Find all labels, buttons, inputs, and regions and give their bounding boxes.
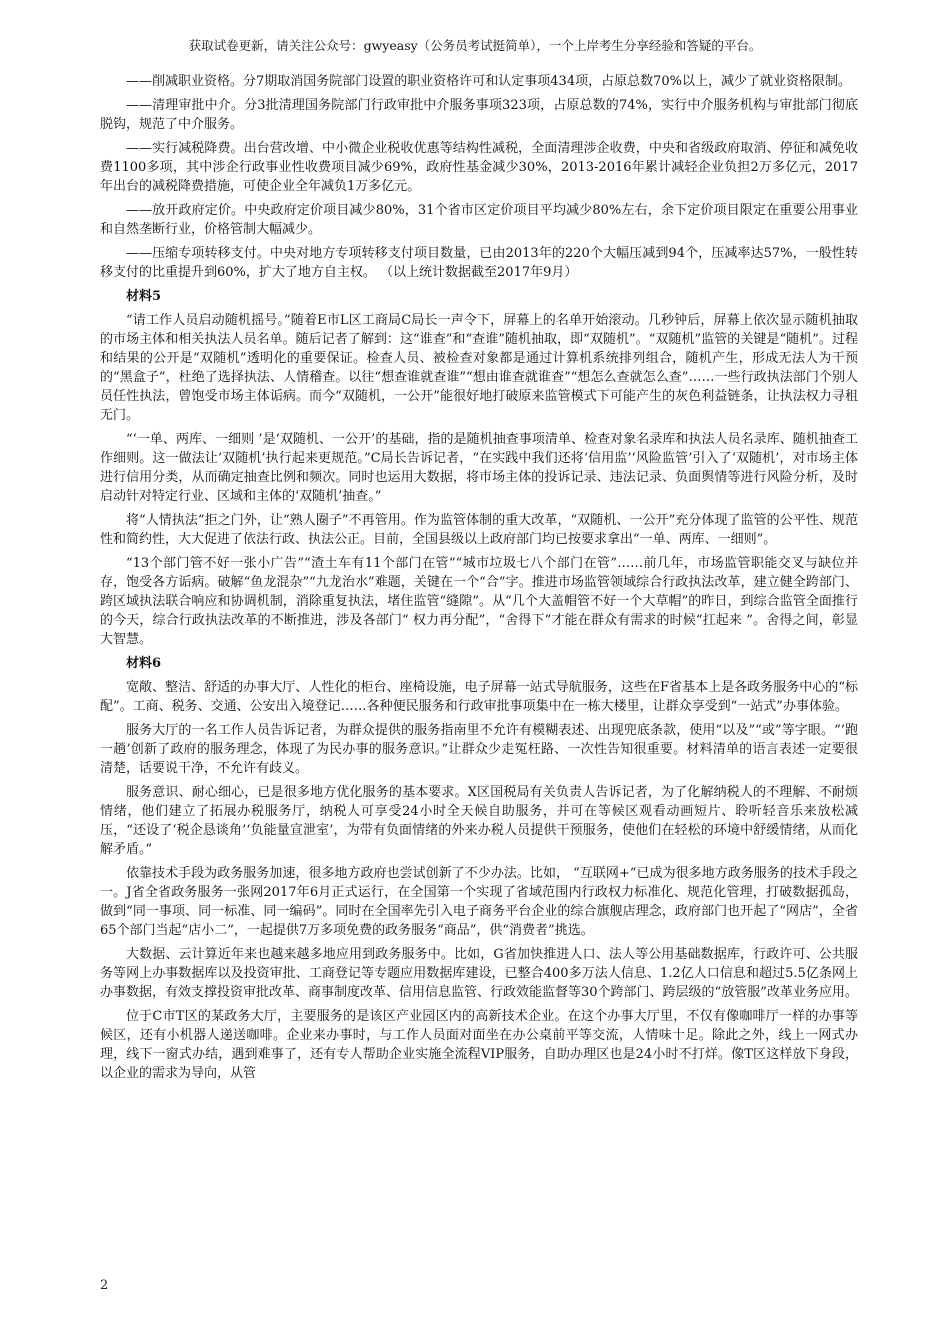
- paragraph: 服务大厅的一名工作人员告诉记者，为群众提供的服务指南里不允许有模糊表述、出现兜底条款，使用“以及”“或”等字眼。“‘跑一趟’创新了政府的服务理念，体现了为民办事的服务意识。”让群众少走冤枉路、一次性告知很重要。材料清单的语言表述一定要很清楚，话要说干净，不允许有歧义。: [100, 723, 858, 776]
- page-number: 2: [100, 1278, 109, 1293]
- paragraph: 大数据、云计算近年来也越来越多地应用到政务服务中。比如，G省加快推进人口、法人等公用基础数据库，行政许可、公共服务等网上办事数据库以及投资审批、工商登记等专题应用数据库建设，已整合400多万法人信息、1.2亿人口信息和超过5.5亿条网上办事数据，有效支撑投资审批改革、商事制度改革、信用信息监管、行政效能监督等30个跨部门、跨层级的“放管服”改革业务应用。: [100, 947, 858, 1000]
- paragraph: 将“人情执法”拒之门外，让“熟人圈子”不再管用。作为监管体制的重大改革，“双随机、一公开”充分体现了监管的公平性、规范性和简约性，大大促进了依法行政、执法公正。目前，全国县级以上政府部门均已按要求拿出“一单、两库、一细则”。: [100, 513, 858, 547]
- paragraph: 依靠技术手段为政务服务加速，很多地方政府也尝试创新了不少办法。比如， “互联网+”已成为很多地方政务服务的技术手段之一。J省全省政务服务一张网2017年6月正式运行，在全国第一个实现了省域范围内行政权力标准化、规范化管理，打破数据孤岛，做到“同一事项、同一标准、同一编码”。同时在全国率先引入电子商务平台企业的综合旗舰店理念，政府部门也开起了“网店”，全省65个部门当起“店小二”，一起提供7万多项免费的政务服务“商品”，供“消费者”挑选。: [100, 866, 858, 938]
- section-heading: 材料5: [126, 289, 162, 304]
- paragraph: 宽敞、整洁、舒适的办事大厅、人性化的柜台、座椅设施，电子屏幕一站式导航服务，这些在F省基本上是各政务服务中心的“标配”。工商、税务、交通、公安出入境登记……各种便民服务和行政审批事项集中在一栋大楼里，让群众享受到“一站式”办事体验。: [100, 680, 858, 714]
- section-heading: 材料6: [126, 656, 162, 671]
- material-5-section: [100, 287, 858, 649]
- page-content: [100, 72, 858, 1088]
- paragraph: ——削减职业资格。分7期取消国务院部门设置的职业资格许可和认定事项434项，占原总数70%以上，减少了就业资格限制。: [126, 74, 851, 89]
- material-6-section: [100, 654, 858, 1083]
- paragraph: ——清理审批中介。分3批清理国务院部门行政审批中介服务事项323项，占原总数的74%，实行中介服务机构与审批部门彻底脱钩，规范了中介服务。: [100, 98, 858, 132]
- paragraph: “‘一单、两库、一细则 ’是‘双随机、一公开’的基础，指的是随机抽查事项清单、检查对象名录库和执法人员名录库、随机抽查工作细则。这一做法让‘双随机’执行起来更规范。”C局长告诉记者，“在实践中我们还将‘信用监’‘风险监管’引入了‘双随机’，对市场主体进行信用分类，从而确定抽查比例和频次。同时也运用大数据，将市场主体的投诉记录、违法记录、负面舆情等进行风险分析，及时启动针对特定行业、区域和主体的‘双随机’抽查。”: [100, 432, 858, 504]
- page-header: 获取试卷更新，请关注公众号：gwyeasy（公务员考试挺简单），一个上岸考生分享经验和答疑的平台。: [188, 38, 762, 53]
- paragraph: “13个部门管不好一张小广告”“渣土车有11个部门在管”“城市垃圾七八个部门在管”……前几年，市场监管职能交叉与缺位并存，饱受各方诟病。破解“鱼龙混杂”“九龙治水”难题，关键在一个“合”字。推进市场监管领域综合行政执法改革，建立健全跨部门、跨区域执法联合响应和协调机制，消除重复执法，堵住监管“缝隙”。从“几个大盖帽管不好一个大草帽”的昨日，到综合监管全面推行的今天，综合行政执法改革的不断推进，涉及各部门“ 权力再分配”，“舍得下”才能在群众有需求的时候“扛起来 ”。舍得之间，彰显大智慧。: [100, 556, 858, 647]
- paragraph: ——压缩专项转移支付。中央对地方专项转移支付项目数量，已由2013年的220个大幅压减到94个，压减率达57%，一般性转移支付的比重提升到60%，扩大了地方自主权。 （以上统计数据截至2017年9月）: [100, 246, 858, 280]
- paragraph: ——放开政府定价。中央政府定价项目减少80%，31个省市区定价项目平均减少80%左右，余下定价项目限定在重要公用事业和自然垄断行业，价格管制大幅减少。: [100, 203, 858, 237]
- paragraph: 位于C市T区的某政务大厅，主要服务的是该区产业园区内的高新技术企业。在这个办事大厅里，不仅有像咖啡厅一样的办事等候区，还有小机器人递送咖啡。企业来办事时，与工作人员面对面坐在办公桌前平等交流，人情味十足。除此之外，线上一网式办理，线下一窗式办结，遇到难事了，还有专人帮助企业实施全流程VIP服务，自助办理区也是24小时不打烊。像T区这样放下身段，以企业的需求为导向，从管: [100, 1009, 858, 1081]
- paragraph: 服务意识、耐心细心，已是很多地方优化服务的基本要求。X区国税局有关负责人告诉记者，为了化解纳税人的不理解、不耐烦情绪，他们建立了拓展办税服务厅，纳税人可享受24小时全天候自助服务，并可在等候区观看动画短片、聆听轻音乐来放松减压，“还设了‘税企恳谈角’‘负能量宣泄室’，为带有负面情绪的外来办税人员提供干预服务，使他们在轻松的环境中舒缓情绪，从而化解矛盾。”: [100, 785, 858, 857]
- paragraph: ——实行减税降费。出台营改增、中小微企业税收优惠等结构性减税，全面清理涉企收费，中央和省级政府取消、停征和减免收费1100多项，其中涉企行政事业性收费项目减少69%，政府性基金减少30%，2013-2016年累计减轻企业负担2万多亿元，2017年出台的减税降费措施，可使企业全年减负1万多亿元。: [100, 141, 858, 194]
- paragraph: “请工作人员启动随机摇号。”随着E市L区工商局C局长一声令下，屏幕上的名单开始滚动。几秒钟后，屏幕上依次显示随机抽取的市场主体和相关执法人员名单。随后记者了解到：这“谁查”和“查谁”随机抽取，即“双随机”。“双随机”监管的关键是“随机”。过程和结果的公开是“双随机”透明化的重要保证。检查人员、被检查对象都是通过计算机系统排列组合，随机产生，形成无法人为干预的“黑盒子”，杜绝了选择执法、人情稽查。以往“想查谁就查谁”“想由谁查就谁查”“想怎么查就怎么查”……一些行政执法部门个别人员任性执法，曾饱受市场主体诟病。而今“双随机，一公开”能很好地打破原来监管模式下可能产生的灰色利益链条，让执法权力寻租无门。: [100, 313, 858, 423]
- intro-section: [100, 72, 858, 282]
